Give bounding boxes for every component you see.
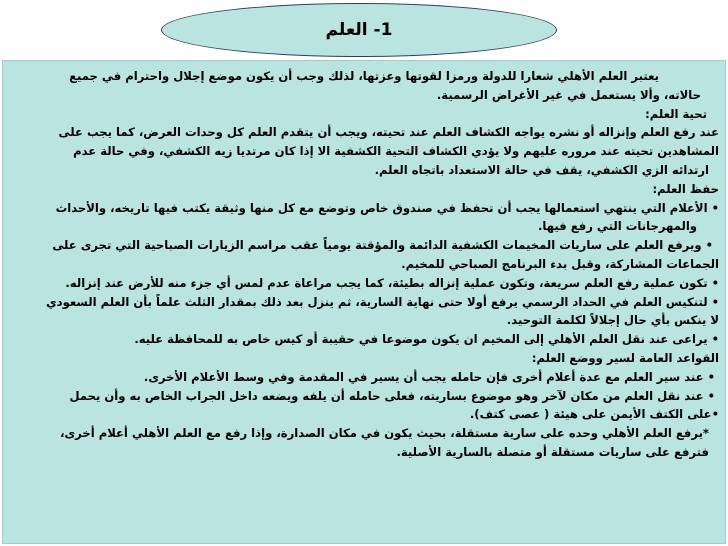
bullet-line: • الأعلام التي ينتهي استعمالها يجب أن تحفظ في صندوق خاص وتوضع مع كل منها وثيقة يكتب فيها تاريخه، والأحداث [55, 200, 719, 215]
paragraph-line: المشاهدين تحيته عند مروره عليهم ولا يؤدي الكشاف التحية الكشفية الا إذا كان مرتديا زيه الكشفي، وفي حالة عدم [73, 144, 719, 159]
paragraph-line: يعتبر العلم الأهلي شعارا للدولة ورمزا لقوتها وعزتها، لذلك وجب أن يكون موضع إجلال واحترام في جميع [69, 69, 659, 83]
bullet-line: • يراعى عند نقل العلم الأهلي إلى المخيم ان يكون موضوعا في حقيبة أو كيس خاص به للمحافظة عليه. [134, 332, 719, 347]
bullet-line: الجماعات المشاركة، وقبل بدء البرنامج الصباحي للمخيم. [401, 256, 719, 271]
content-box [2, 60, 726, 544]
slide-title: 1- العلم [325, 20, 393, 40]
paragraph-line: عند رفع العلم وإنزاله أو نشره يواجه الكشاف العلم عند تحيته، ويجب أن يتقدم العلم كل وحدات العرض، كما يجب على [58, 125, 719, 140]
bullet-line: • لتنكيس العلم في الحداد الرسمي يرفع أولا حتى نهاية السارية، ثم ينزل بعد ذلك بمقدار الثلث علماً بأن العلم السعودي [46, 294, 719, 309]
section-heading: تحية العلم: [645, 106, 707, 121]
title-oval [161, 3, 557, 57]
content-text [9, 67, 719, 462]
bullet-line: • ويرفع العلم على ساريات المخيمات الكشفية الدائمة والمؤقتة يومياً عقب مراسم الزيارات الصباحية التي تجرى على [52, 238, 713, 253]
bullet-line: •على الكتف الأيمن على هيئة ( عصى كتف). [469, 407, 719, 422]
section-heading: القواعد العامة لسير ووضع العلم: [531, 350, 719, 365]
paragraph-line: فترفع على ساريات مستقلة أو متصلة بالسارية الأصلية. [396, 444, 709, 459]
paragraph-line: *يرفع العلم الأهلي وحده على سارية مستقلة، بحيث يكون في مكان الصدارة، وإذا رفع مع العلم الأهلي أعلام أخرى، [60, 426, 709, 441]
paragraph-line: حالاته، وألا يستعمل في غير الأغراض الرسمية. [436, 87, 701, 102]
paragraph-line: ارتدائه الزي الكشفي، يقف في حالة الاستعداد باتجاه العلم. [374, 162, 709, 177]
bullet-line: • عند نقل العلم من مكان لآخر وهو موضوع بساريته، فعلى حامله أن يلفه ويضعه داخل الجراب الخاص به وأن يحمل [69, 388, 715, 403]
bullet-line: والمهرجانات التي رفع فيها. [537, 219, 697, 234]
bullet-line: لا ينكس بأي حال إجلالاً لكلمة التوحيد. [506, 313, 719, 328]
section-heading: حفظ العلم: [652, 181, 719, 196]
bullet-line: • تكون عملية رفع العلم سريعة، وتكون عملية إنزاله بطيئة، كما يجب مراعاة عدم لمس أي جزء منه للأرض عند إنزاله. [65, 275, 719, 290]
bullet-line: • عند سير العلم مع عدة أعلام أخرى فإن حامله يجب أن يسير في المقدمة وفي وسط الأعلام الأخرى. [143, 369, 715, 384]
